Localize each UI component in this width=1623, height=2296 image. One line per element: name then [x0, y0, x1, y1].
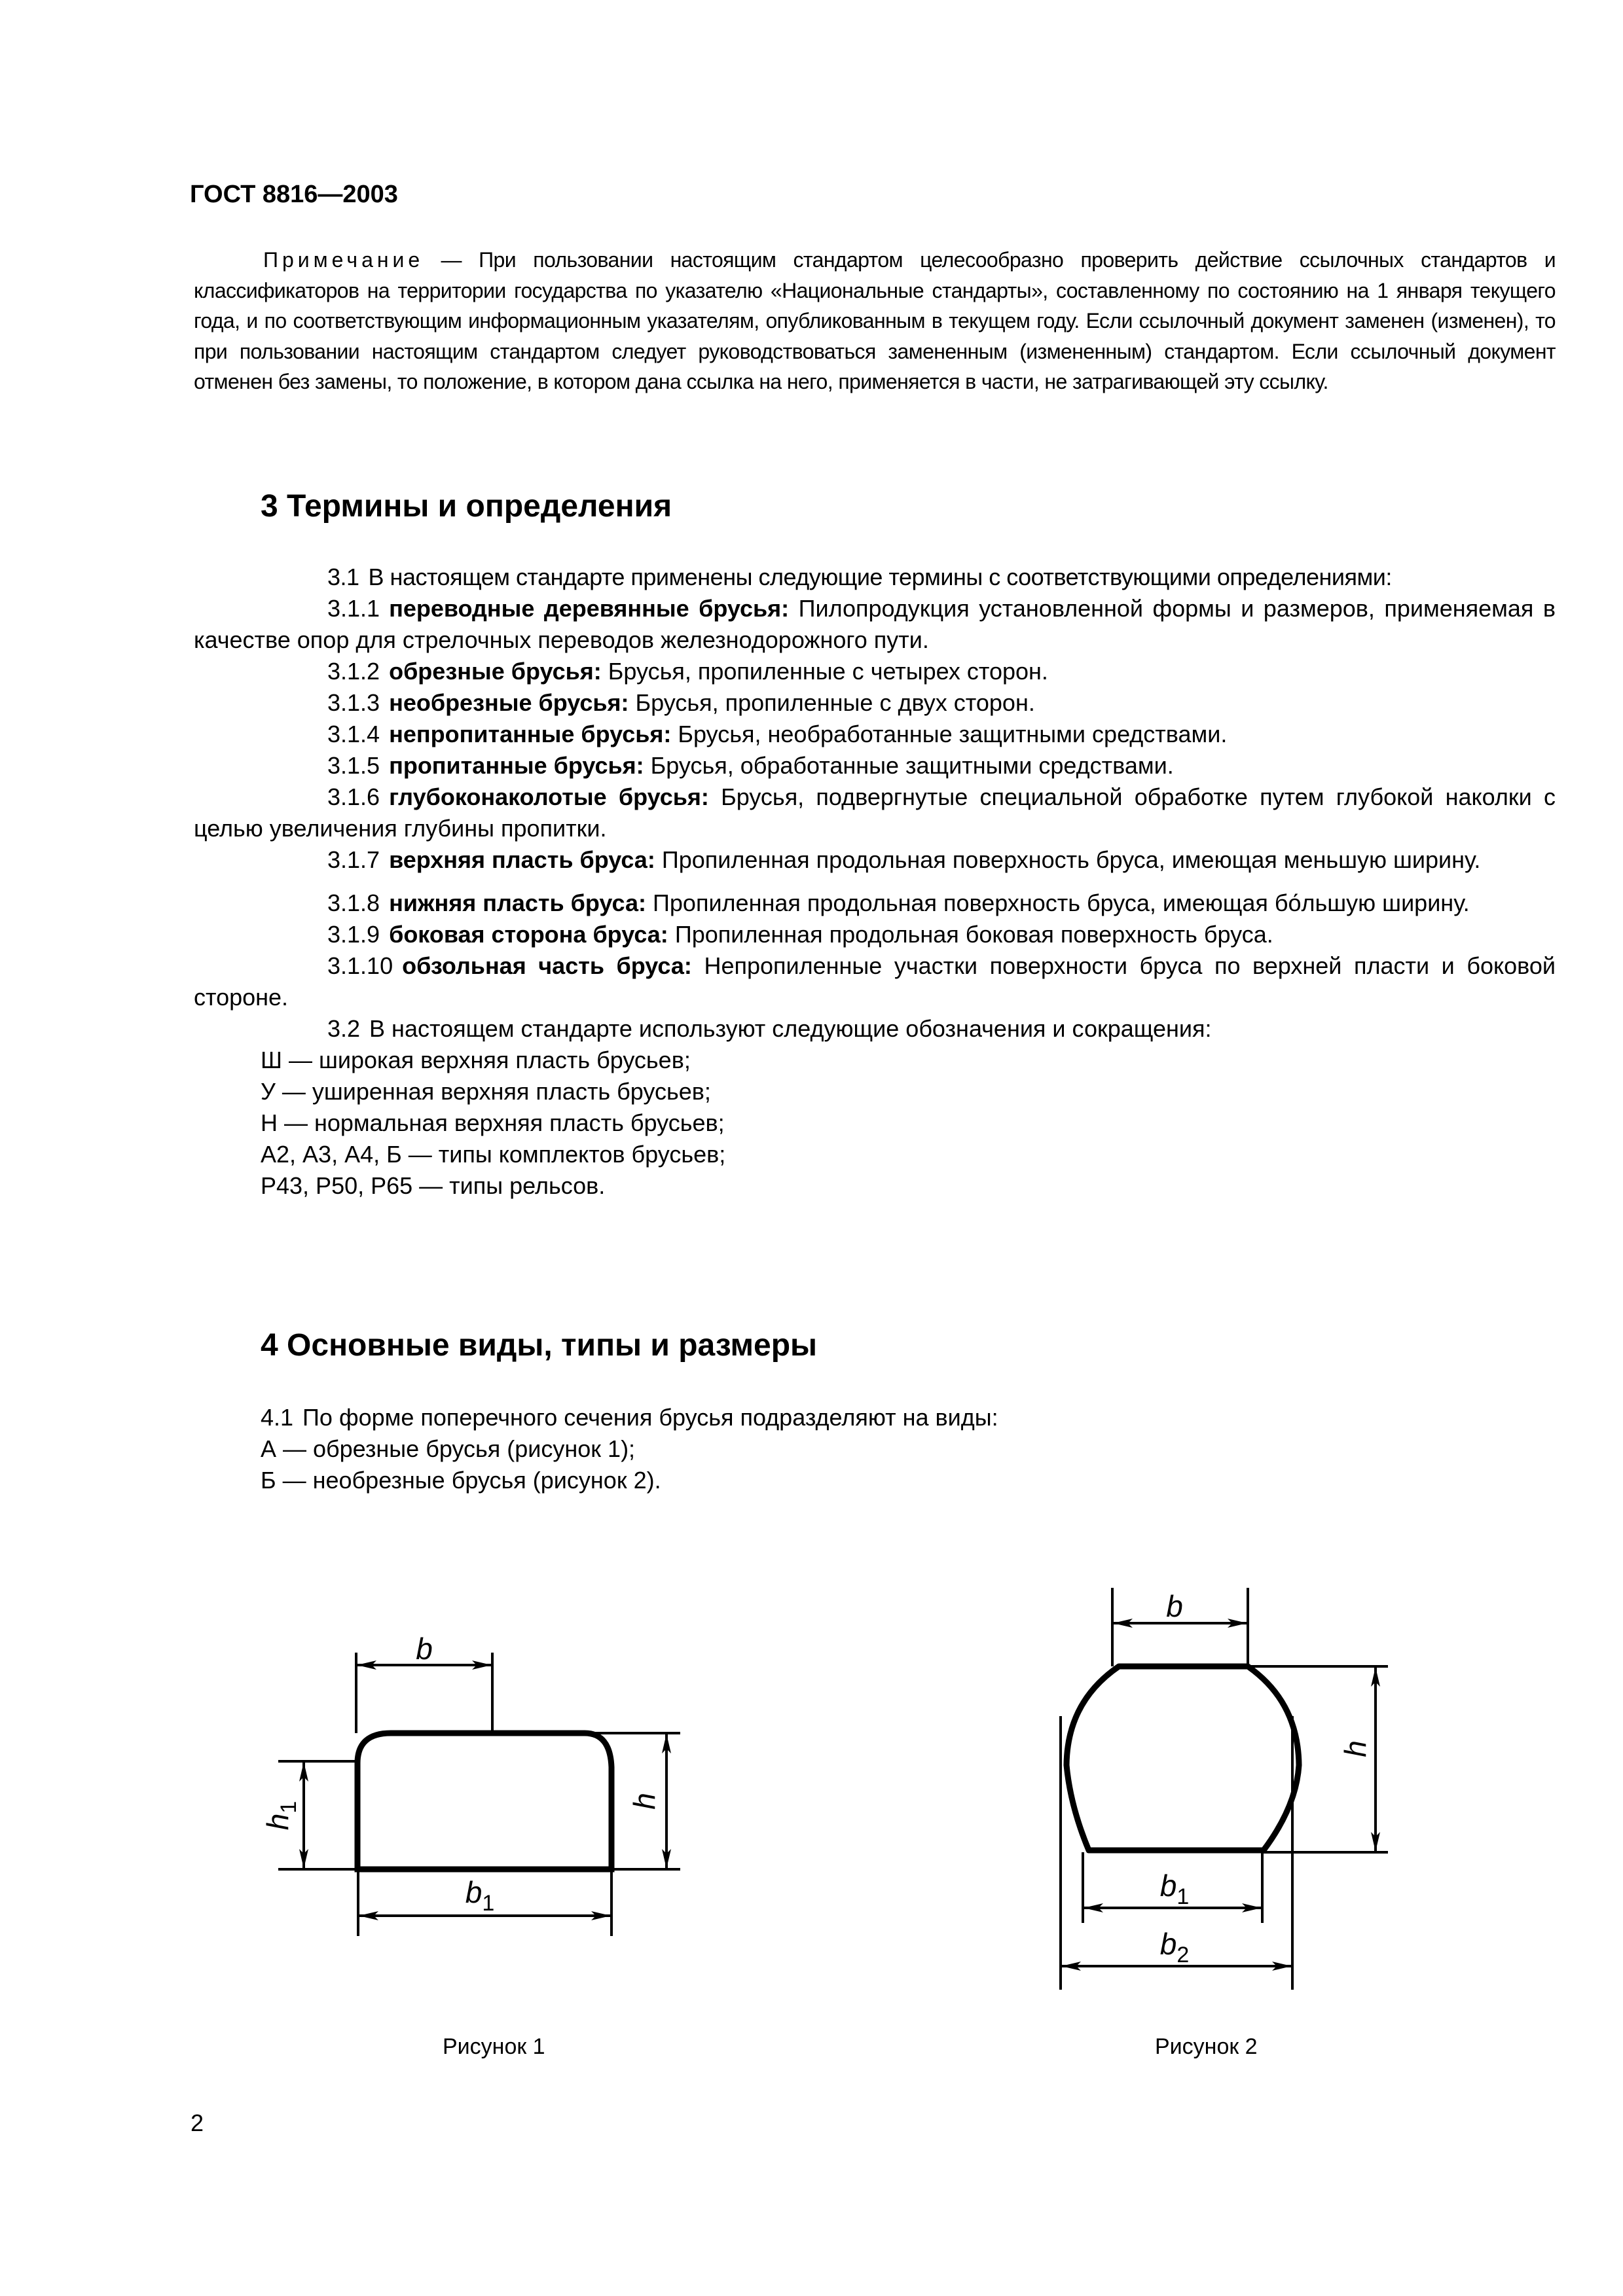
term-definition: Непропиленные участки поверхности бруса по верхней пласти и боковой стороне.	[194, 952, 1556, 1011]
beam-outline	[360, 1733, 604, 1872]
clause-number: 3.1.5	[327, 752, 380, 779]
term-name: обрезные брусья:	[389, 658, 602, 685]
clause-number: 3.1.4	[327, 721, 380, 747]
note-label: Примечание	[263, 248, 424, 272]
label-b1: $b_1$	[1159, 1869, 1190, 1909]
figure-2-unedged-beam	[1061, 1588, 1388, 1990]
clause-number: 3.1.8	[327, 889, 380, 916]
clause-number: 3.1.9	[327, 921, 380, 948]
document-code-header: ГОСТ 8816—2003	[190, 181, 398, 208]
label-b: b	[1166, 1589, 1183, 1623]
abbreviation-item: А2, А3, А4, Б — типы комплектов брусьев;	[261, 1141, 726, 1168]
term-definition: Брусья, необработанные защитными средствами.	[678, 721, 1228, 747]
kind-item: Б — необрезные брусья (рисунок 2).	[261, 1467, 661, 1494]
clause-number: 3.1.1	[327, 595, 380, 622]
term-name: переводные деревянные брусья:	[389, 595, 790, 622]
section-3-heading: 3 Термины и определения	[261, 489, 672, 524]
clause-number: 3.1.7	[327, 846, 380, 873]
term-definition: Пропиленная продольная поверхность бруса, имеющая меньшую ширину.	[661, 846, 1481, 873]
section-4-heading: 4 Основные виды, типы и размеры	[261, 1328, 818, 1363]
clause-number: 4.1	[261, 1404, 294, 1431]
clause-text: В настоящем стандарте используют следующие обозначения и сокращения:	[369, 1015, 1212, 1042]
label-h: h	[1338, 1740, 1372, 1757]
term-definition: Пропиленная продольная боковая поверхность бруса.	[674, 921, 1273, 948]
label-b2: $b_2$	[1159, 1927, 1190, 1967]
note-dash: —	[424, 248, 479, 272]
clause-number: 3.1.10	[327, 952, 393, 979]
label-b1: $b_1$	[465, 1875, 495, 1916]
figure-1-caption: Рисунок 1	[443, 2034, 545, 2059]
abbreviation-item: Ш — широкая верхняя пласть брусьев;	[261, 1047, 691, 1073]
abbreviation-item: Н — нормальная верхняя пласть брусьев;	[261, 1109, 725, 1136]
term-name: глубоконаколотые брусья:	[389, 783, 709, 810]
clause-number: 3.1.2	[327, 658, 380, 685]
beam-cross-section	[1067, 1666, 1299, 1850]
term-name: пропитанные брусья:	[389, 752, 644, 779]
term-definition: Брусья, обработанные защитными средствами.	[650, 752, 1174, 779]
term-definition: Пропиленная продольная поверхность бруса, имеющая бо́льшую ширину.	[653, 889, 1470, 916]
figure-1-edged-beam	[261, 1632, 680, 1936]
label-b: b	[416, 1632, 433, 1666]
term-definition: Пилопродукция установленной формы и размеров, применяемая в качестве опор для стрелочных переводов железнодорожного пути.	[194, 595, 1556, 653]
page-number: 2	[191, 2109, 204, 2136]
term-name: необрезные брусья:	[389, 689, 629, 716]
abbreviation-item: У — уширенная верхняя пласть брусьев;	[261, 1078, 711, 1105]
clause-number: 3.2	[327, 1015, 361, 1042]
term-definition: Брусья, подвергнутые специальной обработке путем глубокой наколки с целью увеличения глубины пропитки.	[194, 783, 1556, 842]
term-definition: Брусья, пропиленные с четырех сторон.	[608, 658, 1048, 685]
term-name: нижняя пласть бруса:	[389, 889, 647, 916]
term-name: непропитанные брусья:	[389, 721, 672, 747]
term-name: обзольная часть бруса:	[402, 952, 692, 979]
clause-text: В настоящем стандарте применены следующие термины с соответствующими определениями:	[368, 564, 1392, 590]
clause-number: 3.1	[327, 564, 359, 590]
figure-2-caption: Рисунок 2	[1155, 2034, 1258, 2059]
beam-cross-section	[357, 1733, 611, 1869]
note-text: При пользовании настоящим стандартом целесообразно проверить действие ссылочных стандартов и классификаторов на территории государства по указателю «Национальные стандарты», составленному по состоянию на 1 января текущего года, и по соответствующим информационным указателям, опубликованным в текущем году. Если ссылочный документ заменен (изменен), то при пользовании настоящим стандартом следует руководствоваться замененным (измененным) стандартом. Если ссылочный документ отменен без замены, то положение, в котором дана ссылка на него, применяется в части, не затрагивающей эту ссылку.	[194, 248, 1556, 393]
label-h: h	[627, 1793, 661, 1810]
kind-item: А — обрезные брусья (рисунок 1);	[261, 1435, 636, 1462]
label-h1: $h_1$	[261, 1801, 301, 1831]
term-name: верхняя пласть бруса:	[389, 846, 655, 873]
abbreviation-item: Р43, Р50, Р65 — типы рельсов.	[261, 1172, 606, 1199]
clause-text: По форме поперечного сечения брусья подразделяют на виды:	[302, 1404, 998, 1431]
clause-number: 3.1.3	[327, 689, 380, 716]
clause-number: 3.1.6	[327, 783, 380, 810]
term-name: боковая сторона бруса:	[389, 921, 668, 948]
term-definition: Брусья, пропиленные с двух сторон.	[635, 689, 1035, 716]
